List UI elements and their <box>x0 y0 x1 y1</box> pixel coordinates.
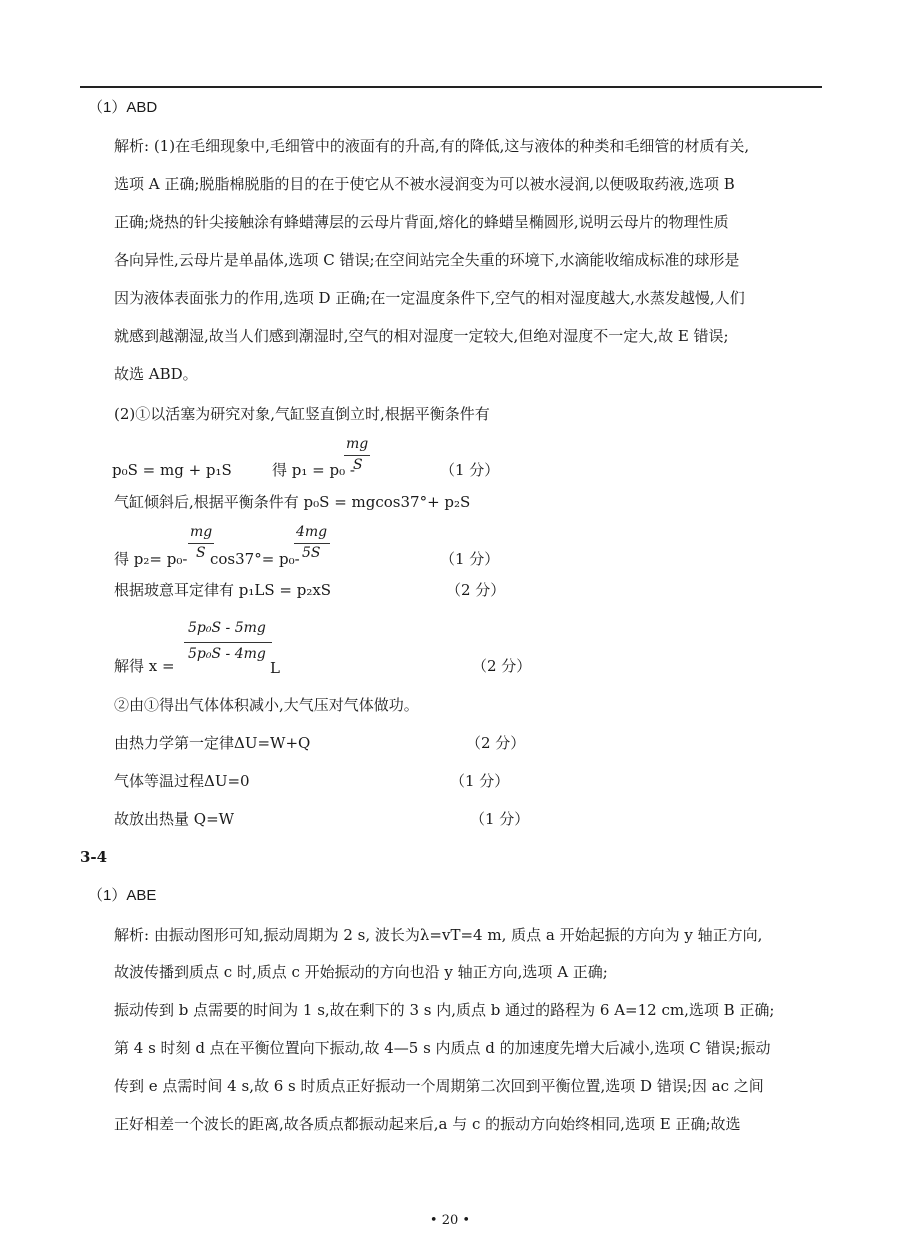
boyle-law-line: 根据玻意耳定律有 p₁LS = p₂xS <box>114 581 332 599</box>
x-equation-fraction-bar <box>184 642 272 643</box>
explanation-line-3: 正确;烧热的针尖接触涂有蜂蜡薄层的云母片背面,熔化的蜂蜡呈椭圆形,说明云母片的物理性质 <box>114 213 729 231</box>
isothermal-line: 气体等温过程ΔU=0 <box>114 772 250 790</box>
explanation-line-4: 各向异性,云母片是单晶体,选项 C 错误;在空间站完全失重的环境下,水滴能收缩成标准的球形是 <box>114 251 740 269</box>
wave-line-4: 第 4 s 时刻 d 点在平衡位置向下振动,故 4—5 s 内质点 d 的加速度先增大后减小,选项 C 错误;振动 <box>114 1039 771 1057</box>
equation-1-left: p₀S = mg + p₁S <box>112 461 232 479</box>
equation-2-numerator-2: 4mg <box>296 524 328 540</box>
answer-label-1: （1）ABD <box>88 99 158 116</box>
isothermal-score: （1 分） <box>450 772 510 790</box>
wave-line-2: 故波传播到质点 c 时,质点 c 开始振动的方向也沿 y 轴正方向,选项 A 正确; <box>114 963 608 981</box>
equation-2-fraction-bar-2 <box>294 543 330 544</box>
equation-2-numerator-1: mg <box>190 524 213 540</box>
equation-1-fraction-bar <box>344 455 370 456</box>
wave-line-3: 振动传到 b 点需要的时间为 1 s,故在剩下的 3 s 内,质点 b 通过的路程为 6 A=12 cm,选项 B 正确; <box>114 1001 775 1019</box>
explanation-line-5: 因为液体表面张力的作用,选项 D 正确;在一定温度条件下,空气的相对湿度越大,水蒸发越慢,人们 <box>114 289 745 307</box>
explanation-line-7: 故选 ABD。 <box>114 365 198 383</box>
x-equation-score: （2 分） <box>472 657 532 675</box>
equation-2-middle: cos37°= p₀- <box>210 550 300 568</box>
equation-2-fraction-bar-1 <box>188 543 214 544</box>
x-equation-numerator: 5p₀S - 5mg <box>188 620 266 636</box>
equation-1-middle: 得 p₁ = p₀ - <box>272 461 355 479</box>
x-equation-left: 解得 x = <box>114 657 175 675</box>
header-rule <box>80 86 822 88</box>
equation-1-denominator: S <box>353 457 363 473</box>
part2-intro: (2)①以活塞为研究对象,气缸竖直倒立时,根据平衡条件有 <box>114 405 490 423</box>
incline-equation: 气缸倾斜后,根据平衡条件有 p₀S = mgcos37°+ p₂S <box>114 493 471 511</box>
explanation-line-2: 选项 A 正确;脱脂棉脱脂的目的在于使它从不被水浸润变为可以被水浸润,以便吸取药液,选项 B <box>114 175 735 193</box>
thermo-law-line: 由热力学第一定律ΔU=W+Q <box>114 734 311 752</box>
section-heading: 3-4 <box>80 848 108 866</box>
heat-release-score: （1 分） <box>470 810 530 828</box>
equation-1-numerator: mg <box>346 436 369 452</box>
equation-2-left: 得 p₂= p₀- <box>114 550 188 568</box>
x-equation-denominator: 5p₀S - 4mg <box>188 646 266 662</box>
equation-2-denominator-1: S <box>196 545 206 561</box>
thermo-law-score: （2 分） <box>466 734 526 752</box>
heat-release-line: 故放出热量 Q=W <box>114 810 235 828</box>
wave-line-5: 传到 e 点需时间 4 s,故 6 s 时质点正好振动一个周期第二次回到平衡位置,选项 D 错误;因 ac 之间 <box>114 1077 764 1095</box>
equation-2-denominator-2: 5S <box>302 545 321 561</box>
equation-1-score: （1 分） <box>440 461 500 479</box>
boyle-law-score: （2 分） <box>446 581 506 599</box>
explanation-line-6: 就感到越潮湿,故当人们感到潮湿时,空气的相对湿度一定较大,但绝对湿度不一定大,故 E 错误; <box>114 327 729 345</box>
explanation-line-1: 解析: (1)在毛细现象中,毛细管中的液面有的升高,有的降低,这与液体的种类和毛细管的材质有关, <box>114 137 750 155</box>
page-number: • 20 • <box>429 1213 471 1228</box>
part2-second: ②由①得出气体体积减小,大气压对气体做功。 <box>114 696 419 714</box>
wave-line-1: 解析: 由振动图形可知,振动周期为 2 s, 波长为λ=vT=4 m, 质点 a 开始起振的方向为 y 轴正方向, <box>114 926 763 944</box>
answer-label-2: （1）ABE <box>88 887 157 904</box>
x-equation-unit: L <box>270 659 280 677</box>
wave-line-6: 正好相差一个波长的距离,故各质点都振动起来后,a 与 c 的振动方向始终相同,选项 E 正确;故选 <box>114 1115 741 1133</box>
equation-2-score: （1 分） <box>440 550 500 568</box>
